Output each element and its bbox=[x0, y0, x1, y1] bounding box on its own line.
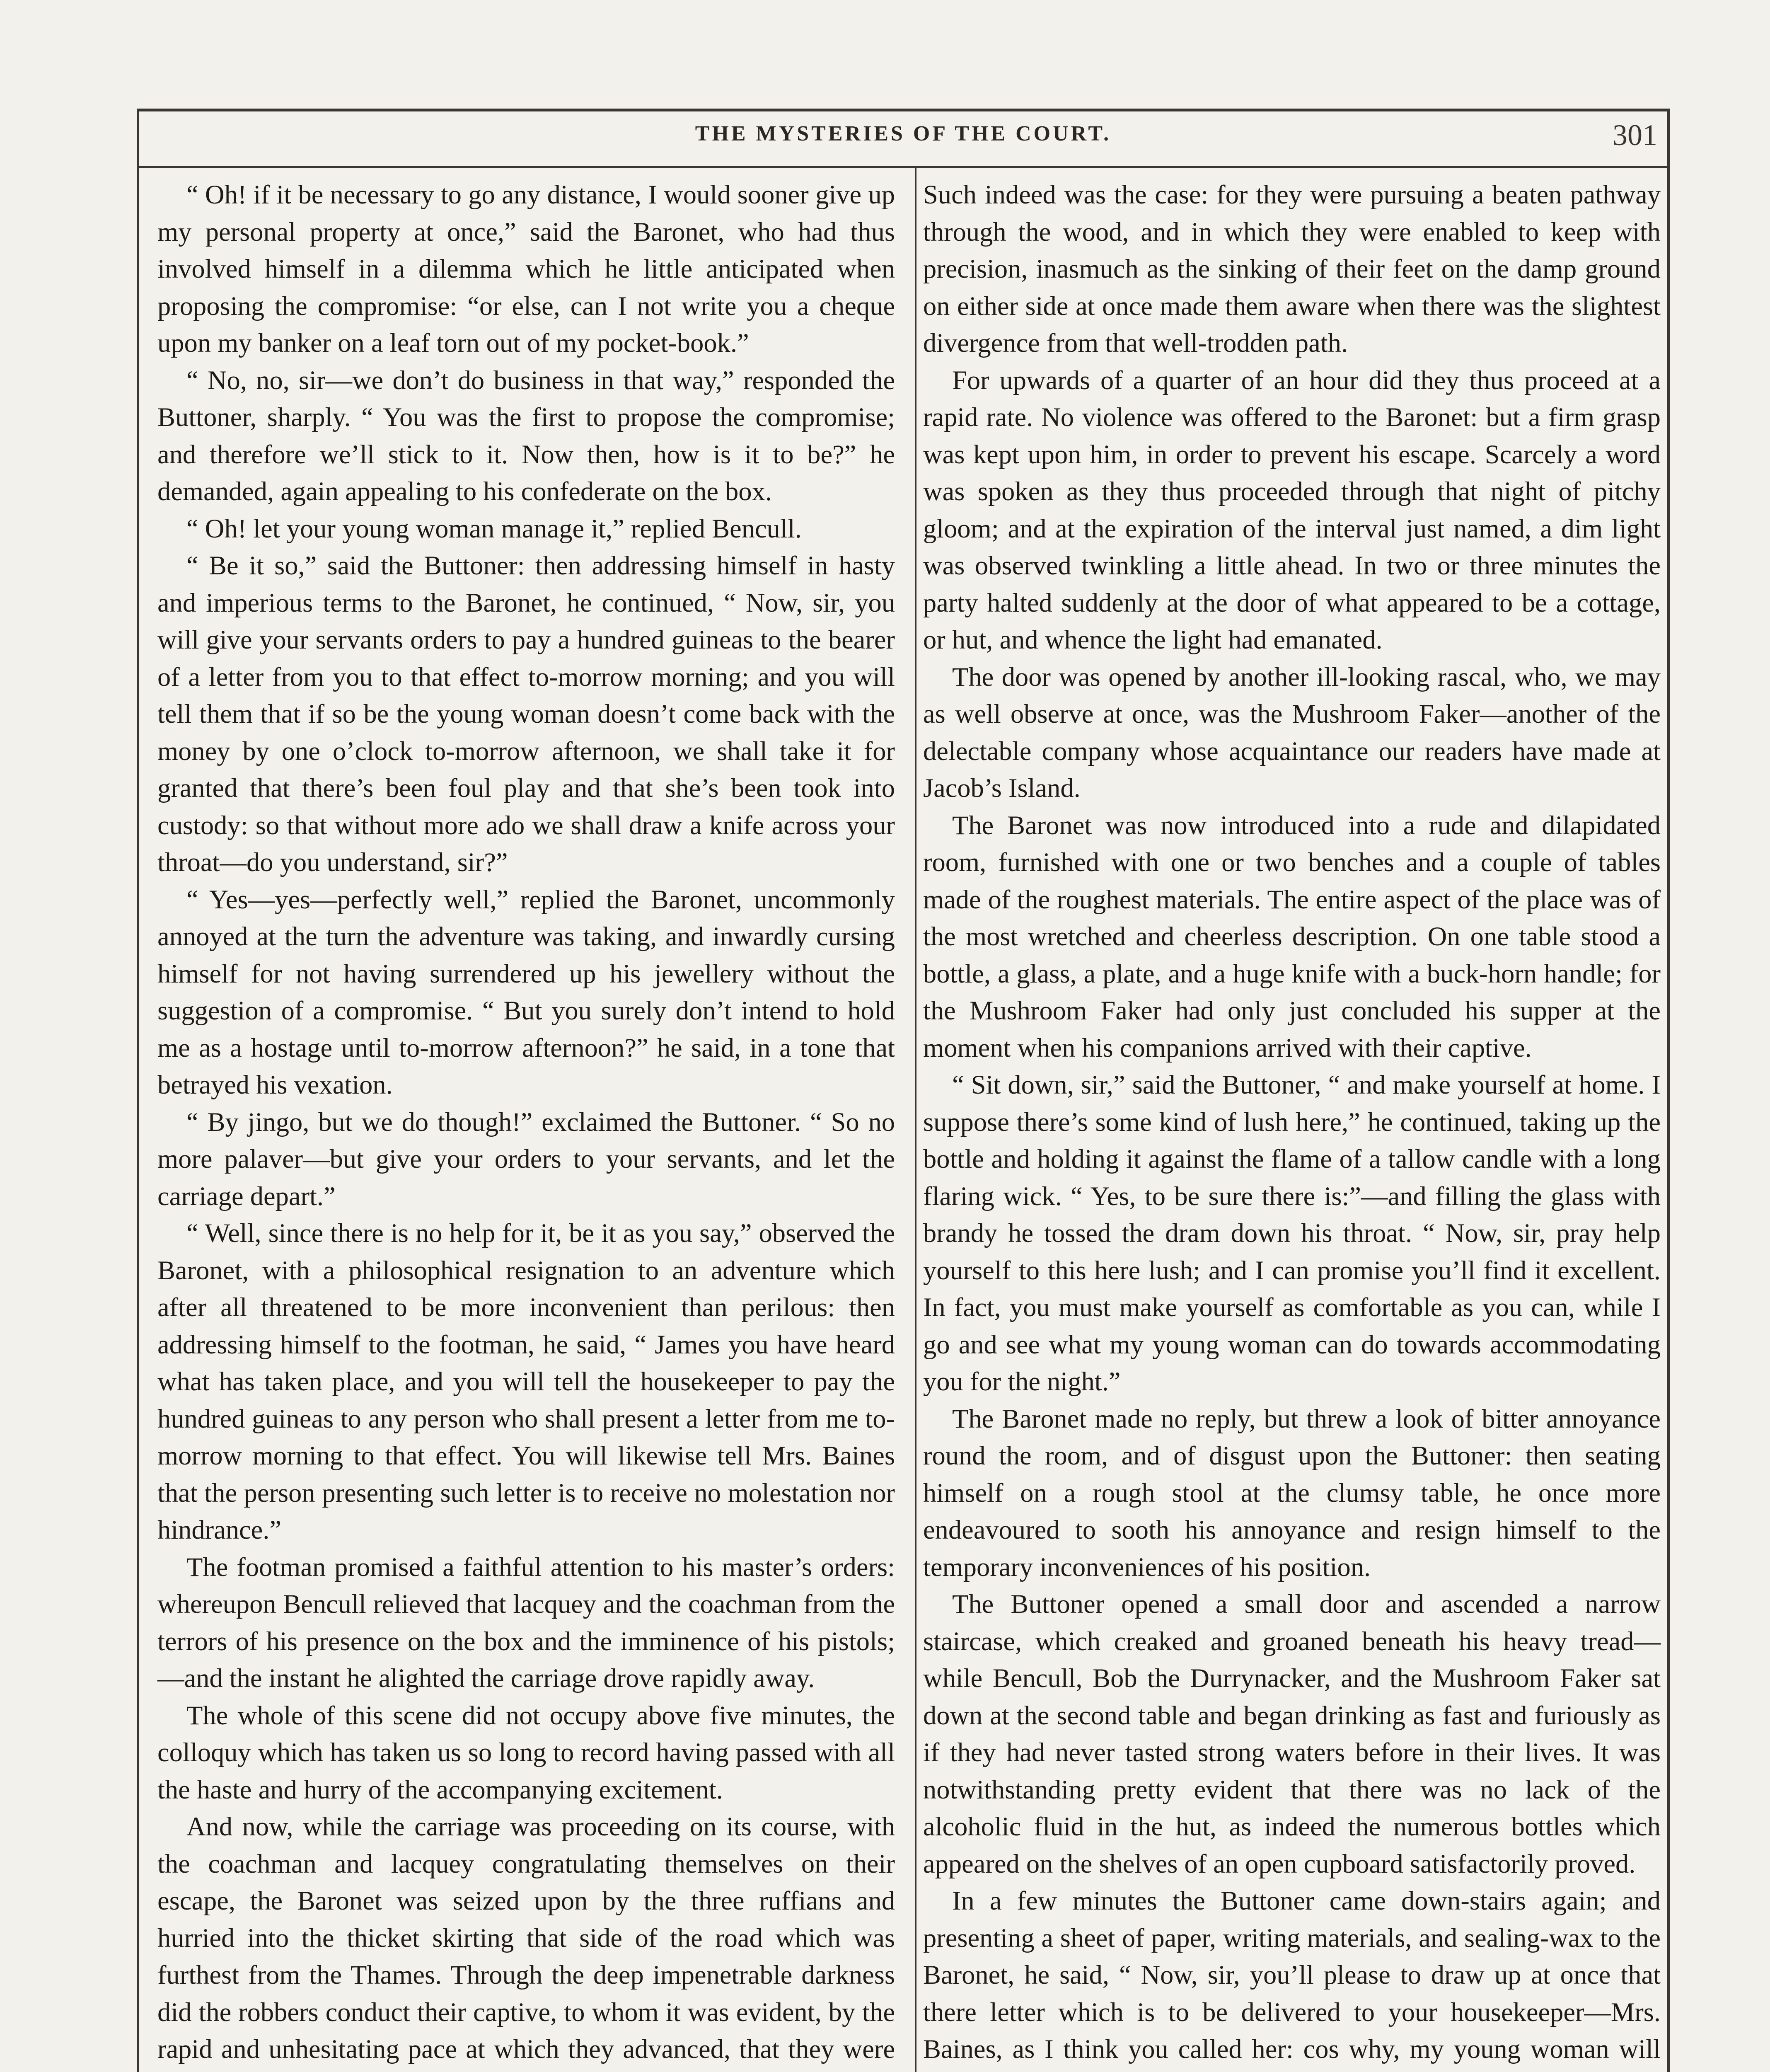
paragraph: Such indeed was the case: for they were pursuing a beaten pathway through the wood, and in which they were enabled to keep with precision, inasmuch as the sinking of their feet on the damp ground on either side at once made them aware when there was the slightest divergence from that well-trodden path. bbox=[923, 180, 1661, 358]
column-divider bbox=[915, 166, 916, 2072]
paragraph: In a few minutes the Buttoner came down-stairs again; and presenting a sheet of paper, writing materials, and sealing-wax to the Baronet, he said, “ Now, sir, you’ll please to draw up at once that there letter which is to be delivered to your housekeeper—Mrs. Baines, as I think you called her: cos why, my young woman will bbox=[923, 1886, 1661, 2064]
paragraph: “ Sit down, sir,” said the Buttoner, “ and make yourself at home. I suppose there’s some kind of lush here,” he continued, taking up the bottle and holding it against the flame of a tallow candle with a long flaring wick. “ Yes, to be sure there is:”—and filling the glass with brandy he tossed the dram down his throat. “ Now, sir, pray help yourself to this here lush; and I can promise you’ll find it excellent. In fact, you must make yourself as comfortable as you can, while I go and see what my young woman can do towards accommodating you for the night.” bbox=[923, 1070, 1661, 1396]
right-column bbox=[923, 176, 1661, 2072]
paragraph: “ No, no, sir—we don’t do business in that way,” responded the Buttoner, sharply. “ You was the first to propose the compromise; and therefore we’ll stick to it. Now then, how is it to be?” he demanded, again appealing to his confederate on the box. bbox=[157, 365, 895, 506]
paragraph: The Buttoner opened a small door and ascended a narrow staircase, which creaked and groaned beneath his heavy tread—while Bencull, Bob the Durrynacker, and the Mushroom Faker sat down at the second table and began drinking as fast and furiously as if they had never tasted strong waters before in their lives. It was notwithstanding pretty evident that there was no lack of the alcoholic fluid in the hut, as indeed the numerous bottles which appeared on the shelves of an open cupboard satisfactorily proved. bbox=[923, 1589, 1661, 1878]
paragraph: The footman promised a faithful attention to his master’s orders: whereupon Bencull relieved that lacquey and the coachman from the terrors of his presence on the box and the imminence of his pistols;—and the instant he alighted the carriage drove rapidly away. bbox=[157, 1552, 895, 1693]
right-border bbox=[1667, 109, 1670, 2072]
paragraph: The Baronet made no reply, but threw a look of bitter annoyance round the room, and of disgust upon the Buttoner: then seating himself on a rough stool at the clumsy table, he once more endeavoured to sooth his annoyance and resign himself to the temporary inconveniences of his position. bbox=[923, 1404, 1661, 1582]
running-title: THE MYSTERIES OF THE COURT. bbox=[695, 122, 1112, 145]
paragraph: And now, while the carriage was proceeding on its course, with the coachman and lacquey congratulating themselves on their escape, the Baronet was seized upon by the three ruffians and hurried into the thicket skirting that side of the road which was furthest from the Thames. Through the deep impenetrable darkness did the robbers conduct their captive, to whom it was evident, by the rapid and unhesitating pace at which they advanced, that they were bbox=[157, 1812, 895, 2064]
header-rule bbox=[137, 166, 1670, 168]
paragraph: “ Oh! if it be necessary to go any distance, I would sooner give up my personal property at once,” said the Baronet, who had thus involved himself in a dilemma which he little anticipated when proposing the compromise: “or else, can I not write you a cheque upon my banker on a leaf torn out of my pocket-book.” bbox=[157, 180, 895, 358]
page-number: 301 bbox=[1613, 119, 1657, 152]
paragraph: “ Yes—yes—perfectly well,” replied the Baronet, uncommonly annoyed at the turn the adventure was taking, and inwardly cursing himself for not having surrendered up his jewellery without the suggestion of a compromise. “ But you surely don’t intend to hold me as a hostage until to-morrow afternoon?” he said, in a tone that betrayed his vexation. bbox=[157, 884, 895, 1099]
left-column bbox=[157, 176, 895, 2072]
top-rule bbox=[137, 109, 1670, 111]
paragraph: The Baronet was now introduced into a rude and dilapidated room, furnished with one or two benches and a couple of tables made of the roughest materials. The entire aspect of the place was of the most wretched and cheerless description. On one table stood a bottle, a glass, a plate, and a huge knife with a buck-horn handle; for the Mushroom Faker had only just concluded his supper at the moment when his companions arrived with their captive. bbox=[923, 810, 1661, 1063]
paragraph: “ By jingo, but we do though!” exclaimed the Buttoner. “ So no more palaver—but give your orders to your servants, and let the carriage depart.” bbox=[157, 1107, 895, 1211]
paragraph: For upwards of a quarter of an hour did they thus proceed at a rapid rate. No violence was offered to the Baronet: but a firm grasp was kept upon him, in order to prevent his escape. Scarcely a word was spoken as they thus proceeded through that night of pitchy gloom; and at the expiration of the interval just named, a dim light was observed twinkling a little ahead. In two or three minutes the party halted suddenly at the door of what appeared to be a cottage, or hut, and whence the light had emanated. bbox=[923, 365, 1661, 654]
running-head bbox=[141, 114, 1666, 164]
paragraph: “ Be it so,” said the Buttoner: then addressing himself in hasty and imperious terms to the Baronet, he continued, “ Now, sir, you will give your servants orders to pay a hundred guineas to the bearer of a letter from you to that effect to-morrow morning; and you will tell them that if so be the young woman doesn’t come back with the money by one o’clock to-morrow afternoon, we shall take it for granted that there’s been foul play and that she’s been took into custody: so that without more ado we shall draw a knife across your throat—do you understand, sir?” bbox=[157, 551, 895, 877]
paragraph: The door was opened by another ill-looking rascal, who, we may as well observe at once, was the Mushroom Faker—another of the delectable company whose acquaintance our readers have made at Jacob’s Island. bbox=[923, 662, 1661, 803]
paragraph: The whole of this scene did not occupy above five minutes, the colloquy which has taken us so long to record having passed with all the haste and hurry of the accompanying excitement. bbox=[157, 1700, 895, 1804]
paragraph: “ Well, since there is no help for it, be it as you say,” observed the Baronet, with a philosophical resignation to an adventure which after all threatened to be more inconvenient than perilous: then addressing himself to the footman, he said, “ James you have heard what has taken place, and you will tell the housekeeper to pay the hundred guineas to any person who shall present a letter from me to-morrow morning to that effect. You will likewise tell Mrs. Baines that the person presenting such letter is to receive no molestation nor hindrance.” bbox=[157, 1218, 895, 1544]
left-border bbox=[137, 109, 139, 2072]
paragraph: “ Oh! let your young woman manage it,” replied Bencull. bbox=[186, 513, 802, 543]
